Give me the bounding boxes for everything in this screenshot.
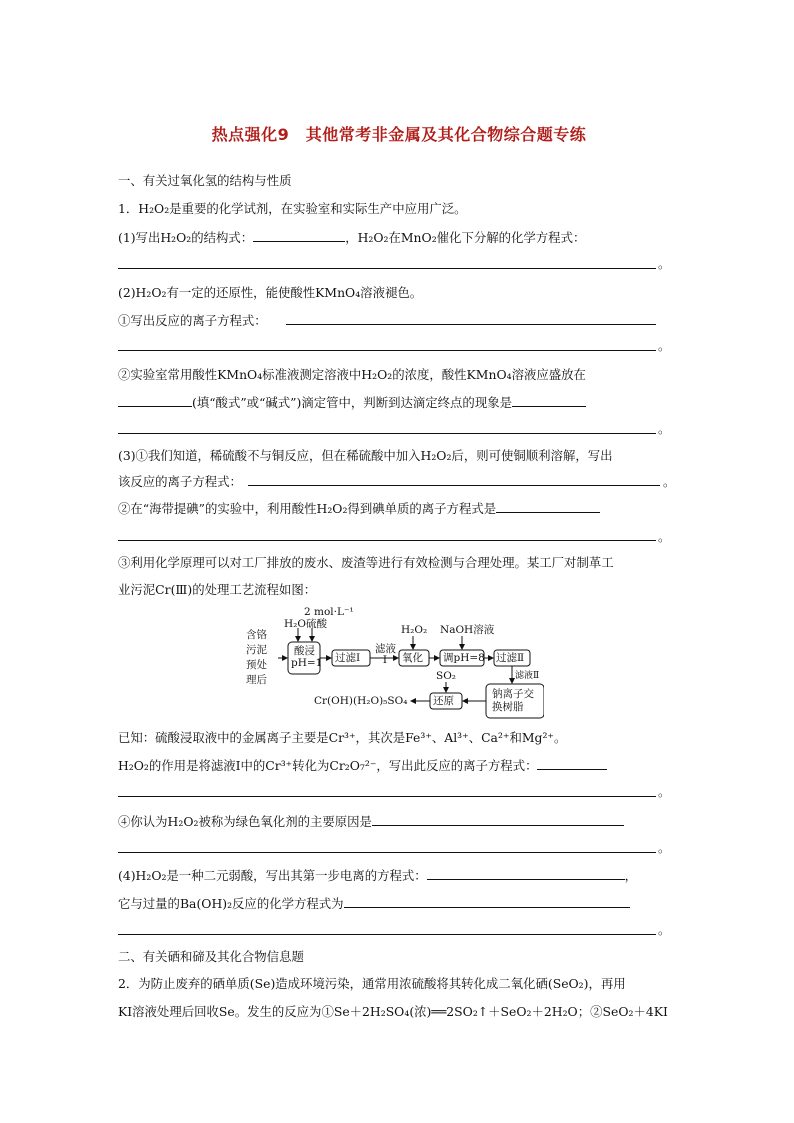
label-box-acid-leach	[291, 645, 323, 669]
q1-part1-line	[118, 229, 585, 247]
label-filtrate1	[375, 644, 395, 666]
q1-part2: (2)H₂O₂有一定的还原性，能使酸性KMnO₄溶液褪色。	[118, 285, 423, 300]
period: 。	[658, 840, 671, 855]
label-reduce: 还原	[433, 695, 454, 707]
period: 。	[658, 529, 671, 544]
answer-line-2a[interactable]	[286, 324, 656, 325]
label-start-4: 理后	[246, 674, 267, 686]
page-title: 热点强化9 其他常考非金属及其化合物综合题专练	[211, 125, 587, 144]
label-oxidize: 氧化	[402, 652, 423, 664]
period: 。	[658, 421, 671, 436]
label-start-material	[246, 628, 267, 688]
q2-line2: KI溶液处理后回收Se。发生的反应为①Se＋2H₂SO₄(浓)══2SO₂↑＋SeO₂＋2H₂O；②SeO₂＋4KI	[118, 1004, 668, 1019]
q1-part4a-text: (4)H₂O₂是一种二元弱酸，写出其第一步电离的方程式：	[118, 868, 427, 883]
label-acid-leach: 酸浸	[294, 645, 315, 657]
label-ph1: pH=1	[291, 657, 323, 669]
q1-part4b	[118, 895, 630, 913]
answer-blank-endpoint[interactable]	[512, 394, 586, 407]
label-adjust-ph: 调pH=8	[443, 652, 485, 664]
label-acid-concentration: 2 mol·L⁻¹	[304, 606, 354, 618]
process-flow-diagram	[246, 606, 544, 726]
q1-part3-3a: ③利用化学原理可以对工厂排放的废水、废渣等进行有效检测与合理处理。某工厂对制革工	[118, 555, 614, 570]
q1-h2o2-role-text: H₂O₂的作用是将滤液Ⅰ中的Cr³⁺转化为Cr₂O₇²⁻，写出此反应的离子方程式：	[118, 758, 538, 773]
answer-line-7[interactable]	[118, 852, 656, 853]
q1-part4b-text: 它与过量的Ba(OH)₂反应的化学方程式为	[118, 896, 344, 911]
q1-part2-1-text: ①写出反应的离子方程式：	[118, 313, 267, 328]
q1-part2-2a: ②实验室常用酸性KMnO₄标准液测定溶液中H₂O₂的浓度，酸性KMnO₄溶液应盛放在	[118, 367, 586, 382]
q1-part4a	[118, 867, 637, 885]
q1-part3-4	[118, 813, 624, 831]
answer-blank-iodine[interactable]	[496, 500, 600, 513]
period: 。	[658, 338, 671, 353]
q1-part3-1b: 该反应的离子方程式：	[118, 474, 242, 489]
label-start-3: 预处	[246, 659, 267, 671]
q2-line1: 2．为防止废弃的硒单质(Se)造成环境污染，通常用浓硫酸将其转化成二氧化硒(SeO₂)，再用	[118, 976, 626, 991]
q1-part3-2	[118, 500, 600, 518]
q1-known: 已知：硫酸浸取液中的金属离子主要是Cr³⁺，其次是Fe³⁺、Al³⁺、Ca²⁺和Mg²⁺。	[118, 730, 567, 745]
label-h2o2: H₂O₂	[401, 624, 428, 636]
label-product: Cr(OH)(H₂O)₅SO₄	[314, 695, 408, 707]
q1-h2o2-role	[118, 757, 607, 775]
label-ion-exchange-a: 钠离子交	[492, 688, 534, 700]
period: 。	[658, 256, 671, 271]
comma: ，	[624, 868, 638, 883]
label-filter2: 过滤Ⅱ	[496, 652, 525, 664]
q1-intro: 1．H₂O₂是重要的化学试剂，在实验室和实际生产中应用广泛。	[118, 201, 467, 216]
label-ion-exchange-b: 换树脂	[492, 701, 524, 713]
label-filtrate1-b: Ⅰ	[382, 654, 388, 666]
answer-blank-structure[interactable]	[253, 229, 345, 242]
label-water: H₂O	[284, 618, 306, 630]
q1-part1-text-a: (1)写出H₂O₂的结构式：	[118, 230, 254, 245]
q1-part1-text-b: ，H₂O₂在MnO₂催化下分解的化学方程式：	[345, 230, 586, 245]
section-heading-2: 二、有关硒和碲及其化合物信息题	[118, 949, 304, 964]
answer-line-1[interactable]	[118, 268, 656, 269]
period: 。	[663, 474, 676, 489]
label-start-1: 含铬	[246, 629, 267, 641]
q1-part2-2b-text: (填“酸式”或“碱式”)滴定管中，判断到达滴定终点的现象是	[192, 395, 512, 410]
label-start-2: 污泥	[246, 644, 267, 656]
answer-line-3[interactable]	[118, 433, 656, 434]
answer-blank-cr[interactable]	[537, 757, 607, 770]
answer-blank-baoh2[interactable]	[344, 895, 630, 908]
answer-line-6[interactable]	[118, 796, 656, 797]
answer-blank-ionization[interactable]	[427, 867, 625, 880]
label-sulfuric-acid: 硫酸	[306, 618, 327, 630]
answer-line-2b[interactable]	[118, 350, 656, 351]
section-heading-1: 一、有关过氧化氢的结构与性质	[118, 173, 292, 188]
q1-part2-2b	[118, 394, 586, 412]
q1-part3-3b: 业污泥Cr(Ⅲ)的处理工艺流程如图：	[118, 582, 317, 597]
answer-line-8[interactable]	[118, 934, 656, 935]
label-filtrate1-a: 滤液	[375, 643, 396, 655]
q1-part3-1a: (3)①我们知道，稀硫酸不与铜反应，但在稀硫酸中加入H₂O₂后，则可使铜顺利溶解，写出	[118, 448, 613, 463]
answer-line-5[interactable]	[118, 540, 656, 541]
label-so2: SO₂	[436, 670, 457, 682]
answer-line-4[interactable]	[248, 485, 660, 486]
q1-part3-4-text: ④你认为H₂O₂被称为绿色氧化剂的主要原因是	[118, 814, 372, 829]
period: 。	[658, 922, 671, 937]
label-filter1: 过滤Ⅰ	[335, 652, 361, 664]
period: 。	[658, 784, 671, 799]
q1-part2-1	[118, 312, 267, 330]
answer-blank-burette[interactable]	[118, 394, 192, 407]
label-filtrate2: 滤液Ⅱ	[515, 671, 540, 681]
answer-blank-green[interactable]	[372, 813, 624, 826]
q1-part3-2-text: ②在“海带提碘”的实验中，利用酸性H₂O₂得到碘单质的离子方程式是	[118, 501, 497, 516]
label-ion-exchange	[492, 688, 534, 714]
label-naoh: NaOH溶液	[440, 624, 495, 636]
